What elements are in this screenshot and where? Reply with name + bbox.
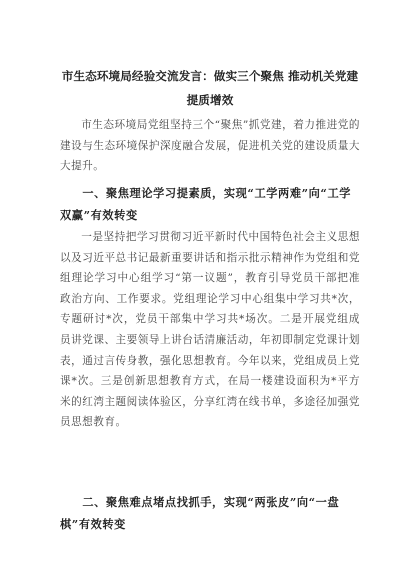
section-1-heading: 一、聚焦理论学习提素质，实现“工学两难”向“工学双赢”有效转变 [60,186,352,222]
section-2-heading: 二、聚焦难点堵点找抓手，实现“两张皮”向“一盘棋”有效转变 [60,495,340,531]
intro-paragraph: 市生态环境局党组坚持三个“聚焦”抓党建，着力推进党的建设与生态环境保护深度融合发展，促进机关党的建设质量大大提升。 [60,119,360,173]
section-1-body: 一是坚持把学习贯彻习近平新时代中国特色社会主义思想以及习近平总书记最新重要讲话和指示批示精神作为党组和党组理论学习中心组学习“第一议题”，教育引导党员干部把准政治方向、工作要求。党组理论学习中心组集中学习共*次，专题研讨*次，党员干部集中学习共*场次。二是开展党组成员讲党课、主要领导上讲台话清廉活动，年初即制定党课计划表，通过言传身教，强化思想教育。今年以来，党组成员上党课*次。三是创新思想教育方式，在局一楼建设面积为*平方米的红湾主题阅读体验区，分享红湾在线书单，多途径加强党员思想教育。 [60,231,360,429]
document-title: 市生态环境局经验交流发言：做实三个聚焦 推动机关党建提质增效 [61,69,359,107]
